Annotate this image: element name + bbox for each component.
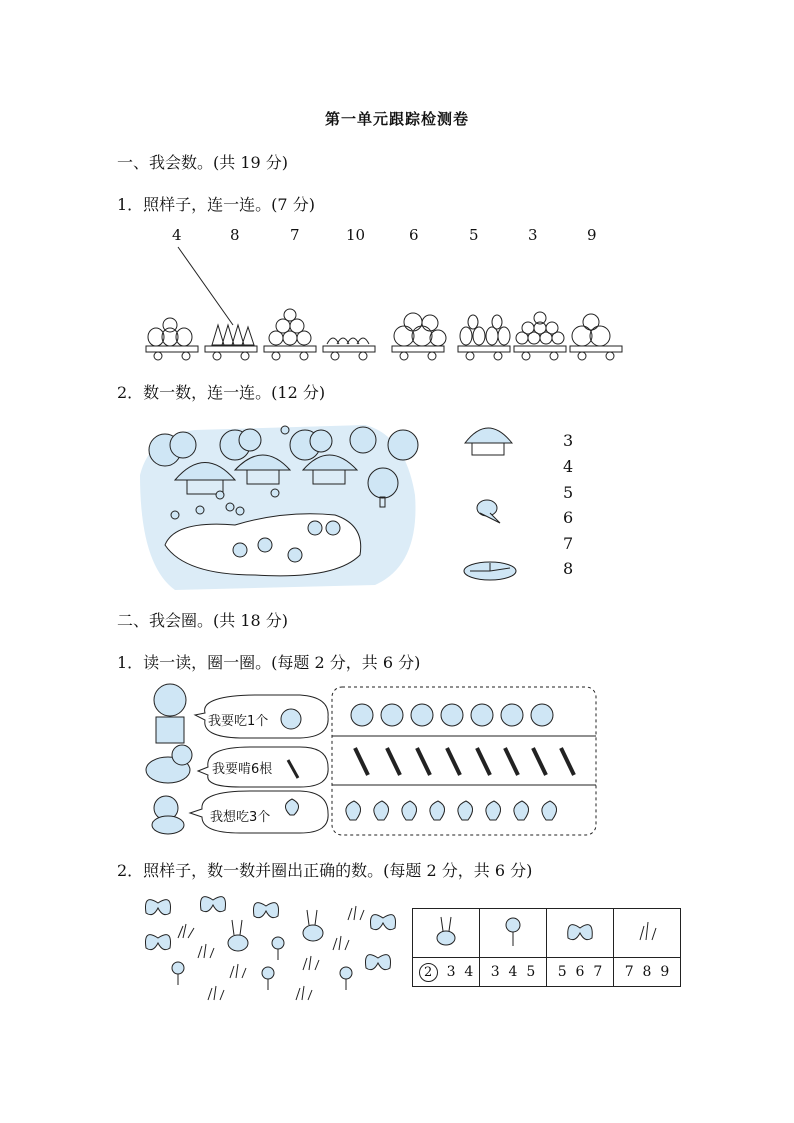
table-cell (413, 909, 480, 958)
table-cell[interactable] (614, 958, 681, 987)
number-choice[interactable]: 4 (464, 963, 474, 980)
table-cell[interactable] (480, 958, 547, 987)
speech-text: 我要吃1个 (208, 714, 269, 729)
number-choice[interactable]: 5 (557, 964, 567, 980)
number-choice[interactable]: 5 (526, 964, 536, 980)
flower-icon (262, 967, 274, 990)
puppy-icon (146, 745, 192, 783)
grass-icon (303, 956, 319, 970)
number-choice[interactable]: 9 (660, 964, 670, 980)
option-number[interactable]: 5 (563, 483, 574, 502)
lily-pad-icon (464, 562, 516, 580)
number-label[interactable]: 3 (528, 226, 538, 244)
section1-heading: 一、我会数。(共 19 分) (117, 153, 289, 172)
grass-icon (198, 944, 214, 958)
grass-icon (333, 936, 349, 950)
boy-icon (154, 684, 186, 743)
rabbit-icon (228, 920, 248, 951)
table-cell[interactable] (413, 958, 480, 987)
count-scene-illustration (138, 888, 398, 1013)
number-choice[interactable]: 8 (642, 964, 652, 980)
butterfly-icon (146, 900, 171, 915)
q2-label: 2．数一数，连一连。(12 分) (117, 383, 326, 402)
number-label[interactable]: 6 (409, 226, 419, 244)
table-cell (614, 909, 681, 958)
butterfly-icon (146, 935, 171, 950)
rabbit-icon (431, 914, 461, 948)
option-number[interactable]: 4 (563, 457, 574, 476)
butterfly-icon (563, 916, 597, 946)
flower-icon (498, 914, 528, 948)
count-table (412, 908, 681, 987)
speech-text: 我要啃6根 (212, 762, 273, 777)
mushroom-house-icon (465, 428, 512, 455)
number-label[interactable]: 4 (172, 226, 182, 244)
pond-scene-illustration (135, 415, 425, 593)
rabbit-icon (303, 910, 323, 941)
number-choice[interactable]: 3 (490, 964, 500, 980)
carts-illustration (0, 0, 794, 380)
page-title: 第一单元跟踪检测卷 (324, 110, 469, 128)
grass-icon (230, 964, 246, 978)
bone-row[interactable] (355, 748, 574, 775)
fruit-cart[interactable] (570, 314, 622, 360)
grass-icon (178, 924, 194, 938)
flower-icon (340, 967, 352, 990)
number-choice[interactable]: 3 (446, 963, 456, 980)
grass-icon (348, 906, 364, 920)
peach-row[interactable] (346, 801, 557, 820)
number-label[interactable]: 10 (346, 226, 366, 244)
fruit-cart[interactable] (458, 315, 510, 360)
butterfly-icon (366, 955, 391, 970)
grass-icon (296, 986, 312, 1000)
option-number[interactable]: 3 (563, 431, 574, 450)
section2-heading: 二、我会圈。(共 18 分) (117, 611, 289, 630)
butterfly-icon (254, 903, 279, 918)
count-icons (460, 423, 530, 583)
number-label[interactable]: 7 (290, 226, 300, 244)
speech-text: 我想吃3个 (210, 810, 271, 825)
fruit-cart[interactable] (264, 309, 316, 360)
q3-label: 1．读一读，圈一圈。(每题 2 分，共 6 分) (117, 653, 421, 672)
option-number[interactable]: 7 (563, 534, 574, 553)
monkey-icon (152, 796, 184, 834)
option-number[interactable]: 6 (563, 508, 574, 527)
circled-number[interactable]: 2 (419, 963, 438, 982)
fruit-cart[interactable] (323, 338, 375, 360)
fruit-cart[interactable] (392, 313, 446, 360)
apple-icon (281, 709, 301, 729)
q1-label: 1．照样子，连一连。(7 分) (117, 195, 315, 214)
example-connector-line (178, 247, 233, 325)
number-choice[interactable]: 7 (593, 964, 603, 980)
flower-icon (272, 937, 284, 960)
table-cell (480, 909, 547, 958)
butterfly-icon (371, 915, 396, 930)
number-label[interactable]: 9 (587, 226, 597, 244)
number-choice[interactable]: 7 (624, 964, 634, 980)
number-label[interactable]: 8 (230, 226, 240, 244)
table-cell (547, 909, 614, 958)
grass-icon (208, 986, 224, 1000)
apple-row[interactable] (351, 704, 553, 726)
number-choice[interactable]: 6 (575, 964, 585, 980)
grass-icon (632, 918, 662, 944)
fruit-cart[interactable] (205, 325, 257, 360)
table-cell[interactable] (547, 958, 614, 987)
bird-icon (477, 500, 500, 523)
speech-illustration (140, 675, 600, 840)
fruit-cart[interactable] (146, 318, 198, 360)
butterfly-icon (201, 897, 226, 912)
option-number[interactable]: 8 (563, 559, 574, 578)
q4-label: 2．照样子，数一数并圈出正确的数。(每题 2 分，共 6 分) (117, 861, 533, 880)
fruit-cart[interactable] (514, 312, 566, 360)
flower-icon (172, 962, 184, 985)
number-label[interactable]: 5 (469, 226, 479, 244)
number-choice[interactable]: 4 (508, 964, 518, 980)
